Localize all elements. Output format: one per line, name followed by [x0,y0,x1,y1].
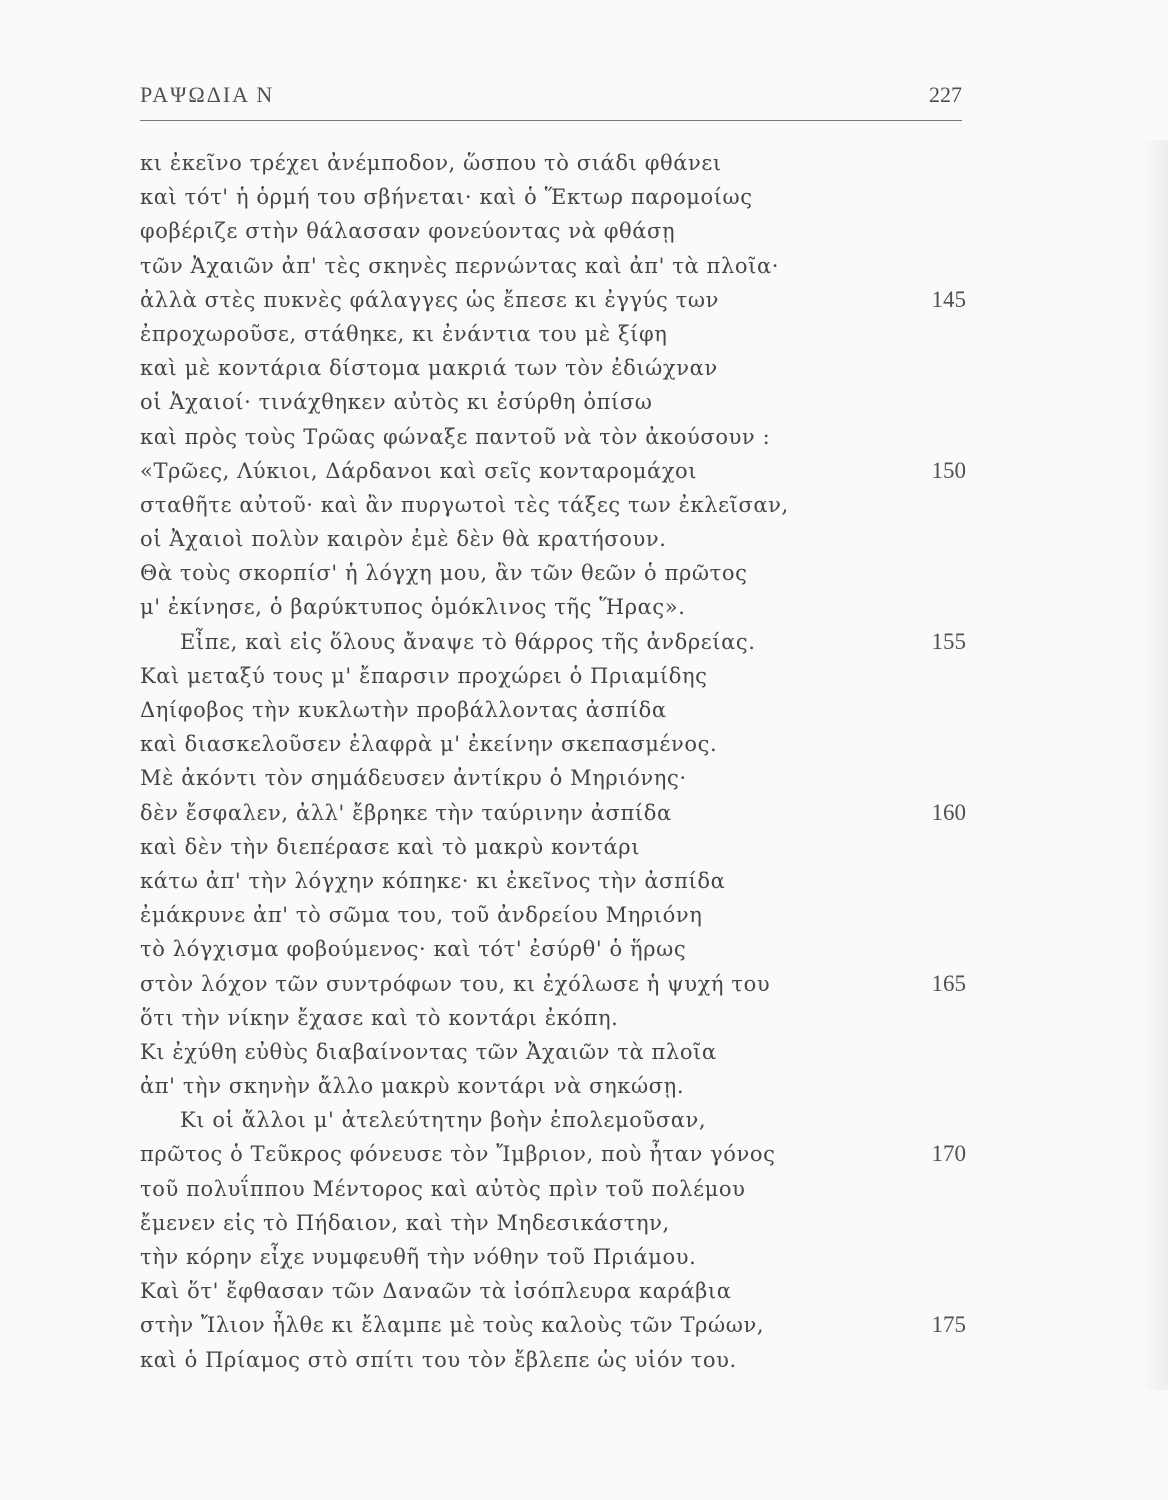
verse-line [140,898,970,932]
verse-text: τοῦ πολυΐππου Μέντορος καὶ αὐτὸς πρὶν τοῦ πολέμου [140,1176,746,1201]
verse-text: ἔμενεν εἰς τὸ Πήδαιον, καὶ τὴν Μηδεσικάστην, [140,1210,670,1235]
verse-line [140,454,970,488]
line-number: 145 [931,286,966,312]
verse-line [140,967,970,1001]
verse-text: καὶ ὁ Πρίαμος στὸ σπίτι του τὸν ἔβλεπε ὡς υἱόν του. [140,1347,737,1372]
verse-line [140,1001,970,1035]
verse-text: τὸ λόγχισμα φοβούμενος· καὶ τότ' ἐσύρθ' ὁ ἥρως [140,937,687,962]
verse-text: καὶ τότ' ἡ ὁρμή του σβήνεται· καὶ ὁ Ἕκτωρ παρομοίως [140,185,753,210]
verse-line [140,249,970,283]
verse-block [140,146,970,1377]
verse-line [140,727,970,761]
verse-text: τὴν κόρην εἶχε νυμφευθῆ τὴν νόθην τοῦ Πριάμου. [140,1245,697,1269]
verse-line [140,317,970,351]
verse-text: Καὶ ὅτ' ἔφθασαν τῶν Δαναῶν τὰ ἰσόπλευρα καράβια [140,1279,732,1304]
verse-text: κι ἐκεῖνο τρέχει ἀνέμποδον, ὥσπου τὸ σιάδι φθάνει [140,151,722,175]
verse-text: ἐμάκρυνε ἀπ' τὸ σῶμα του, τοῦ ἀνδρείου Μηριόνη [140,903,703,928]
verse-line [140,1206,970,1240]
verse-text: Δηίφοβος τὴν κυκλωτὴν προβάλλοντας ἀσπίδα [140,698,667,722]
verse-line [140,830,970,864]
verse-line [140,1137,970,1171]
running-head [140,82,962,118]
verse-text: Εἶπε, καὶ εἰς ὅλους ἄναψε τὸ θάρρος τῆς ἀνδρείας. [180,629,756,654]
verse-line [140,1035,970,1069]
verse-text: ὅτι τὴν νίκην ἔχασε καὶ τὸ κοντάρι ἐκόπη. [140,1005,619,1030]
verse-text: Κι οἱ ἄλλοι μ' ἀτελεύτητην βοὴν ἐπολεμοῦσαν, [180,1108,707,1133]
verse-line [140,1274,970,1308]
verse-text: πρῶτος ὁ Τεῦκρος φόνευσε τὸν Ἴμβριον, ποὺ ἦταν γόνος [140,1142,776,1167]
verse-text: καὶ δὲν τὴν διεπέρασε καὶ τὸ μακρὺ κοντάρι [140,834,641,859]
verse-line [140,1069,970,1103]
verse-text: στὸν λόχον τῶν συντρόφων του, κι ἐχόλωσε ἡ ψυχή του [140,971,771,996]
verse-text: μ' ἐκίνησε, ὁ βαρύκτυπος ὁμόκλινος τῆς Ἥρας». [140,595,686,620]
verse-line [140,625,970,659]
verse-text: Μὲ ἀκόντι τὸν σημάδευσεν ἀντίκρυ ὁ Μηριόνης· [140,766,687,791]
verse-line [140,1240,970,1274]
verse-text: τῶν Ἀχαιῶν ἀπ' τὲς σκηνὲς περνώντας καὶ ἀπ' τὰ πλοῖα· [140,253,780,278]
verse-line [140,1308,970,1342]
line-number: 150 [931,457,966,483]
verse-text: καὶ πρὸς τοὺς Τρῶας φώναξε παντοῦ νὰ τὸν ἀκούσουν : [140,424,771,449]
verse-line [140,864,970,898]
verse-line [140,659,970,693]
page-edge-shadow [1140,140,1168,1390]
verse-text: κάτω ἀπ' τὴν λόγχην κόπηκε· κι ἐκεῖνος τὴν ἀσπίδα [140,868,726,893]
verse-line [140,761,970,795]
verse-line [140,1343,970,1377]
verse-line [140,420,970,454]
verse-text: οἱ Ἀχαιοί· τινάχθηκεν αὐτὸς κι ἐσύρθη ὀπίσω [140,390,653,415]
verse-line [140,522,970,556]
verse-line [140,351,970,385]
verse-line [140,1103,970,1137]
line-number: 155 [931,628,966,654]
verse-text: ἀλλὰ στὲς πυκνὲς φάλαγγες ὡς ἔπεσε κι ἐγγύς των [140,287,719,312]
page-number: 227 [929,82,962,107]
verse-line [140,146,970,180]
verse-line [140,488,970,522]
line-number: 170 [931,1141,966,1167]
verse-text: σταθῆτε αὐτοῦ· καὶ ἂν πυργωτοὶ τὲς τάξες των ἐκλεῖσαν, [140,492,789,517]
running-title: ΡΑΨΩΔΙΑ Ν [140,82,275,107]
verse-text: καὶ διασκελοῦσεν ἐλαφρὰ μ' ἐκείνην σκεπασμένος. [140,732,718,757]
line-number: 160 [931,799,966,825]
verse-line [140,796,970,830]
verse-line [140,1172,970,1206]
verse-line [140,556,970,590]
verse-text: Θὰ τοὺς σκορπίσ' ἡ λόγχη μου, ἂν τῶν θεῶν ὁ πρῶτος [140,561,748,586]
verse-line [140,590,970,624]
verse-line [140,283,970,317]
verse-line [140,180,970,214]
line-number: 165 [931,970,966,996]
verse-text: Καὶ μεταξύ τους μ' ἔπαρσιν προχώρει ὁ Πριαμίδης [140,663,708,688]
header-rule [140,120,962,121]
verse-line [140,385,970,419]
verse-text: «Τρῶες, Λύκιοι, Δάρδανοι καὶ σεῖς κονταρομάχοι [140,458,698,483]
verse-line [140,214,970,248]
verse-text: Κι ἐχύθη εὐθὺς διαβαίνοντας τῶν Ἀχαιῶν τὰ πλοῖα [140,1039,717,1064]
verse-line [140,693,970,727]
verse-text: φοβέριζε στὴν θάλασσαν φονεύοντας νὰ φθάσῃ [140,219,676,244]
verse-line [140,932,970,966]
verse-text: καὶ μὲ κοντάρια δίστομα μακριά των τὸν ἐδιώχναν [140,356,718,381]
verse-text: ἀπ' τὴν σκηνὴν ἄλλο μακρὺ κοντάρι νὰ σηκώσῃ. [140,1074,685,1099]
verse-text: δὲν ἔσφαλεν, ἀλλ' ἔβρηκε τὴν ταύρινην ἀσπίδα [140,800,672,825]
line-number: 175 [931,1312,966,1338]
verse-text: οἱ Ἀχαιοὶ πολὺν καιρὸν ἐμὲ δὲν θὰ κρατήσουν. [140,527,667,552]
verse-text: στὴν Ἴλιον ἦλθε κι ἔλαμπε μὲ τοὺς καλοὺς τῶν Τρώων, [140,1313,765,1338]
verse-text: ἐπροχωροῦσε, στάθηκε, κι ἐνάντια του μὲ ξίφη [140,321,668,346]
